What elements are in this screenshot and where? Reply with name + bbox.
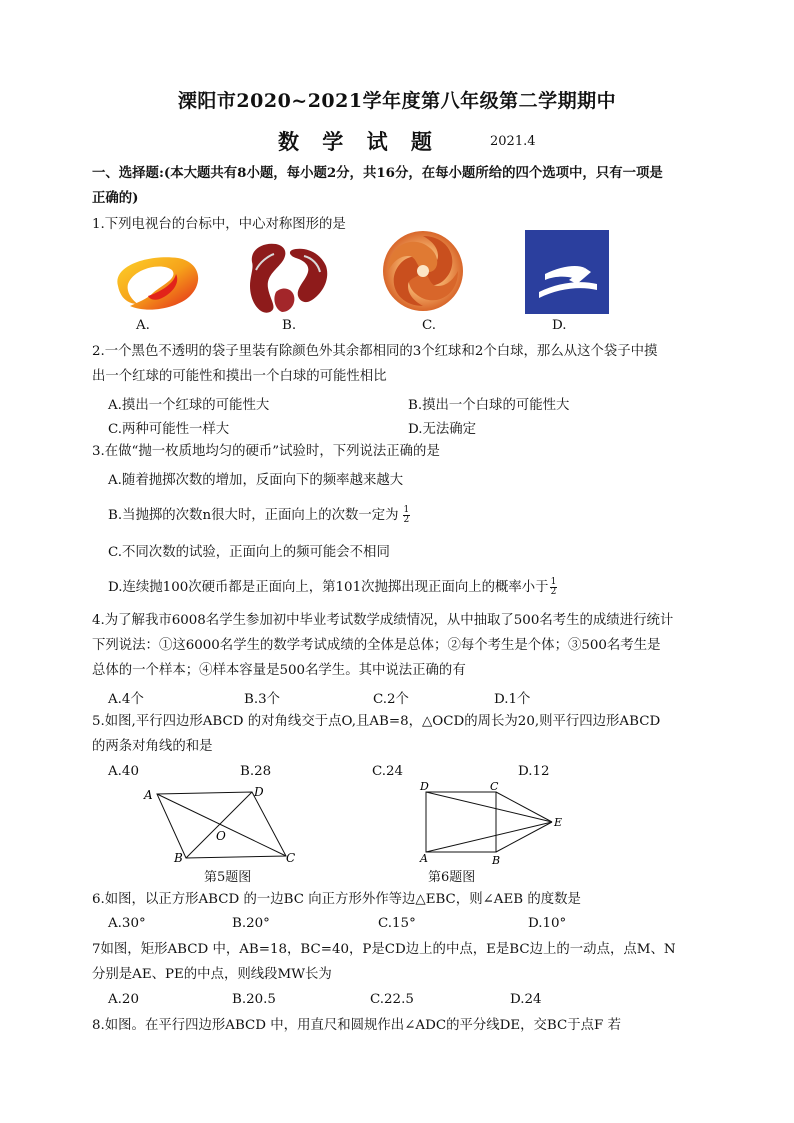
question-4-text-cont: 下列说法：①这6000名学生的数学考试成绩的全体是总体；②每个考生是个体；③500名考生是 xyxy=(92,638,661,653)
q2-option-c: C.两种可能性一样大 xyxy=(108,422,230,437)
question-2-text-cont: 出一个红球的可能性和摸出一个白球的可能性相比 xyxy=(92,369,387,384)
fraction-half: $\frac{1}{2}$ xyxy=(403,505,410,525)
q3-option-d-text: D.连续抛100次硬币都是正面向上，第101次抛掷出现正面向上的概率小于 xyxy=(108,580,549,595)
q6-option-a: A.30° xyxy=(108,916,146,931)
q2-option-b: B.摸出一个白球的可能性大 xyxy=(408,398,570,413)
q1-option-c: C. xyxy=(422,318,437,333)
question-4-text-cont2: 总体的一个样本；④样本容量是500名学生。其中说法正确的有 xyxy=(92,663,466,678)
figure-5-caption: 第5题图 xyxy=(204,870,252,885)
q3-option-c: C.不同次数的试验，正面向上的频可能会不相同 xyxy=(108,545,390,560)
fig6-label-c: C xyxy=(490,780,499,793)
fig5-label-c: C xyxy=(286,851,296,865)
logo-b-icon xyxy=(246,240,330,316)
q1-option-a: A. xyxy=(136,318,150,333)
q7-option-a: A.20 xyxy=(108,992,139,1007)
question-8-text: 8.如图。在平行四边形ABCD 中，用直尺和圆规作出∠ADC的平分线DE，交BC于点F 若 xyxy=(92,1018,621,1033)
question-5-text-cont: 的两条对角线的和是 xyxy=(92,739,213,754)
q2-option-d: D.无法确定 xyxy=(408,422,477,437)
q2-option-a: A.摸出一个红球的可能性大 xyxy=(108,398,270,413)
exam-subtitle: 数 学 试 题 xyxy=(278,129,440,154)
fig6-label-a: A xyxy=(420,852,428,865)
q6-option-b: B.20° xyxy=(232,916,270,931)
question-3-text: 3.在做“抛一枚质地均匀的硬币”试验时，下列说法正确的是 xyxy=(92,444,440,459)
section-heading-cont: 正确的) xyxy=(92,190,139,206)
question-2-text: 2.一个黑色不透明的袋子里装有除颜色外其余都相同的3个红球和2个白球，那么从这个袋子中摸 xyxy=(92,344,658,359)
q5-option-b: B.28 xyxy=(240,764,272,779)
q4-option-b: B.3个 xyxy=(244,692,281,707)
exam-title: 溧阳市2020~2021学年度第八年级第二学期期中 xyxy=(177,90,617,112)
q5-option-a: A.40 xyxy=(108,764,139,779)
section-heading: 一、选择题:(本大题共有8小题，每小题2分，共16分，在每小题所给的四个选项中，只有一项是 xyxy=(92,165,663,181)
q4-option-d: D.1个 xyxy=(494,692,531,707)
fraction-half: $\frac{1}{2}$ xyxy=(550,577,557,597)
exam-date: 2021.4 xyxy=(490,134,536,149)
fig6-label-e: E xyxy=(554,816,563,829)
fig5-label-o: O xyxy=(216,829,226,843)
question-5-text: 5.如图,平行四边形ABCD 的对角线交于点O,且AB=8，△OCD的周长为20,则平行四边形ABCD xyxy=(92,714,661,729)
fig6-label-d: D xyxy=(420,780,429,793)
q1-option-d: D. xyxy=(552,318,567,333)
q7-option-b: B.20.5 xyxy=(232,992,276,1007)
q6-option-c: C.15° xyxy=(378,916,416,931)
question-7-text-cont: 分别是AE、PE的中点，则线段MW长为 xyxy=(92,967,332,982)
question-7-text: 7如图，矩形ABCD 中，AB=18，BC=40，P是CD边上的中点，E是BC边上的一动点，点M、N xyxy=(92,942,676,957)
question-1-text: 1.下列电视台的台标中，中心对称图形的是 xyxy=(92,217,346,232)
logo-a-icon xyxy=(108,248,204,316)
figure-6-caption: 第6题图 xyxy=(428,870,476,885)
logo-c-icon xyxy=(380,228,466,314)
question-6-text: 6.如图，以正方形ABCD 的一边BC 向正方形外作等边△EBC，则∠AEB 的度数是 xyxy=(92,892,581,907)
figure-6-square-triangle xyxy=(414,780,574,866)
fig5-label-a: A xyxy=(144,788,153,802)
q3-option-b xyxy=(108,504,410,525)
question-4-text: 4.为了解我市6008名学生参加初中毕业考试数学成绩情况，从中抽取了500名考生的成绩进行统计 xyxy=(92,613,674,628)
q6-option-d: D.10° xyxy=(528,916,567,931)
q7-option-d: D.24 xyxy=(510,992,542,1007)
logo-d-icon xyxy=(525,230,609,314)
figure-5-parallelogram xyxy=(140,782,310,866)
q5-option-d: D.12 xyxy=(518,764,550,779)
q3-option-a: A.随着抛掷次数的增加，反面向下的频率越来越大 xyxy=(108,473,404,488)
fig5-label-b: B xyxy=(174,851,183,865)
q4-option-a: A.4个 xyxy=(108,692,144,707)
fig6-label-b: B xyxy=(492,854,501,866)
q1-option-b: B. xyxy=(282,318,297,333)
fig5-label-d: D xyxy=(254,785,264,799)
q3-option-d xyxy=(108,576,557,597)
q3-option-b-text: B.当抛掷的次数n很大时，正面向上的次数一定为 xyxy=(108,508,399,523)
q4-option-c: C.2个 xyxy=(373,692,409,707)
q7-option-c: C.22.5 xyxy=(370,992,414,1007)
q5-option-c: C.24 xyxy=(372,764,404,779)
